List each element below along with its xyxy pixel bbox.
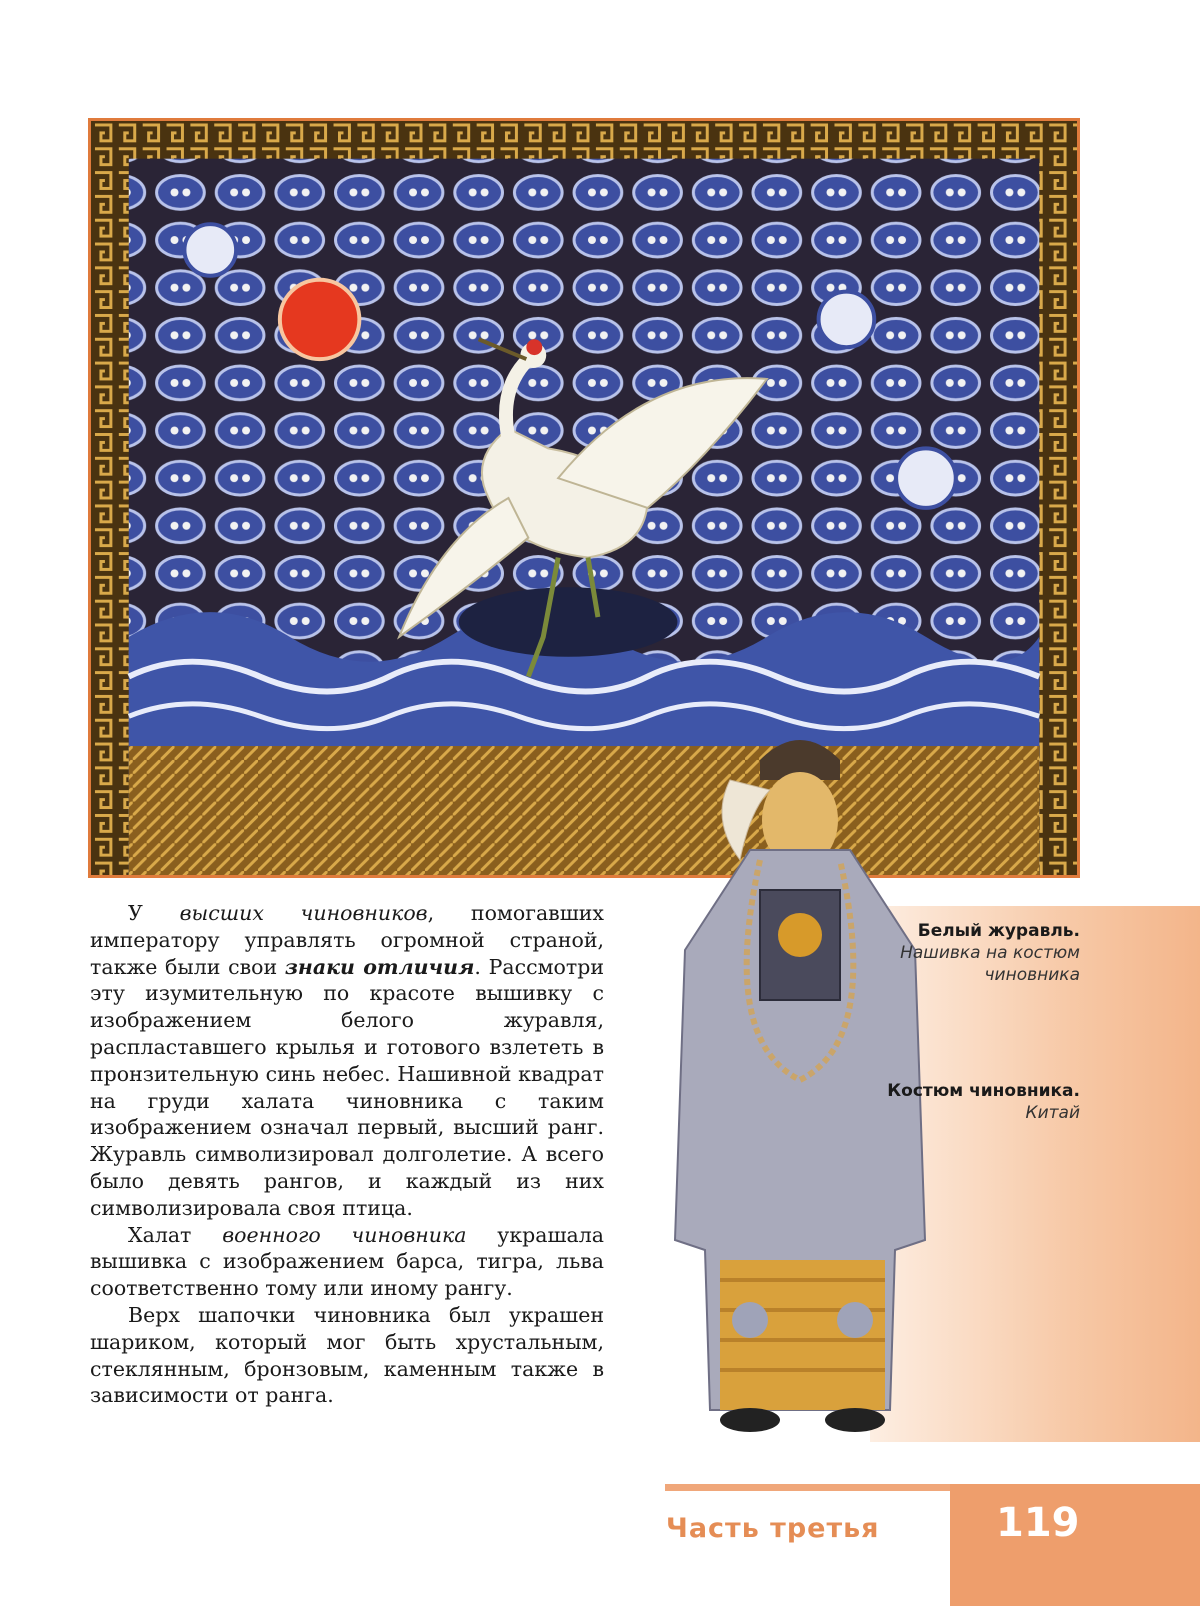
footer-divider [665,1484,950,1491]
text-run: . Рассмотри эту изумительную по красоте вышивку с изображением белого журавля, распластавшего крылья и готового взлететь в пронзительную синь небес. Нашивной квадрат на груди халата чиновника с таким изображением означал первый, высший ранг. Журавль символизировал долголетие. А всего было девять рангов, и каждый из них символизировала своя птица. [90,954,604,1220]
crane-caption-subtitle: Нашивка на костюм чиновника [900,943,1080,985]
costume-caption-subtitle: Китай [1025,1103,1080,1123]
paragraph-1 [90,900,604,1222]
crane-caption [880,920,1080,986]
section-title: Часть третья [666,1513,880,1544]
text-run: , помогавших императору управлять огромной страной, также были свои [90,901,604,979]
page-number: 119 [996,1500,1080,1546]
emphasis-high-officials: высших чиновников [179,901,428,925]
emphasis-military-official: военного чиновника [222,1222,467,1247]
body-text [90,900,604,1409]
crane-caption-title: Белый журавль. [917,921,1080,941]
text-run: У [128,901,180,925]
paragraph-2 [90,1222,604,1302]
text-run: Халат [128,1222,223,1247]
text-run: украшала вышивка с изображением барса, тигра, льва соответственно тому или иному рангу. [90,1222,604,1301]
costume-caption-title: Костюм чиновника. [887,1081,1080,1101]
costume-caption [880,1080,1080,1124]
emphasis-distinction-marks: знаки отличия [284,954,475,979]
paragraph-3: Верх шапочки чиновника был украшен шариком, который мог быть хрустальным, стеклянным, бронзовым, каменным также в зависимости от ранга. [90,1302,604,1408]
